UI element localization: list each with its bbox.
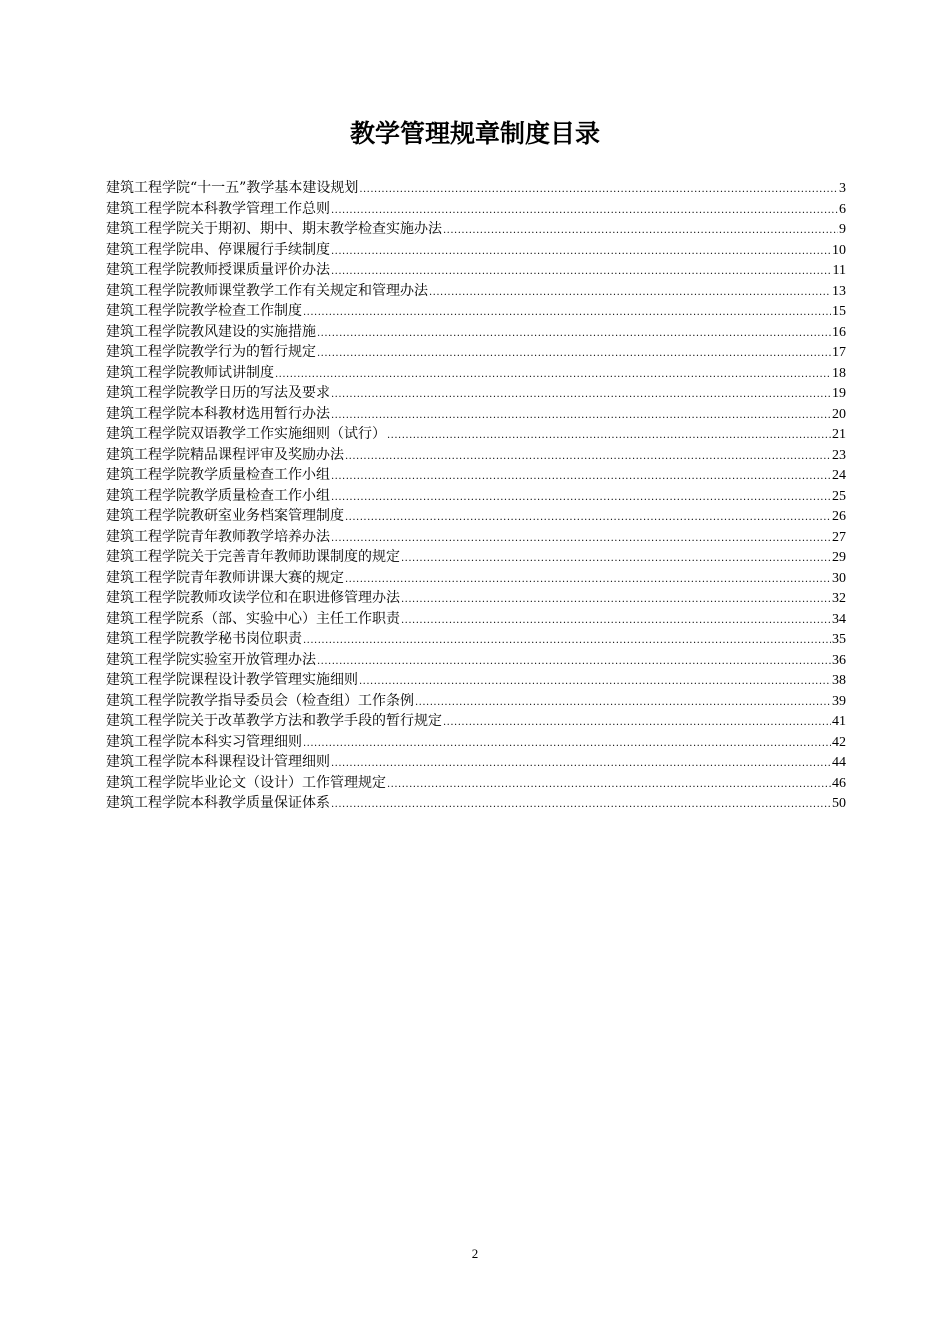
- toc-entry[interactable]: [106, 732, 846, 753]
- toc-entry[interactable]: [106, 629, 846, 650]
- toc-entry-title: 建筑工程学院双语教学工作实施细则（试行）: [106, 426, 386, 442]
- toc-entry[interactable]: [106, 240, 846, 261]
- toc-entry-title: 建筑工程学院本科课程设计管理细则: [106, 754, 330, 770]
- toc-entry-page: 27: [832, 529, 846, 545]
- toc-entry[interactable]: [106, 465, 846, 486]
- toc-entry[interactable]: [106, 281, 846, 302]
- toc-dot-leader: [345, 508, 831, 529]
- toc-entry[interactable]: [106, 588, 846, 609]
- toc-entry[interactable]: [106, 650, 846, 671]
- toc-dot-leader: [331, 754, 831, 775]
- toc-entry-title: 建筑工程学院教学秘书岗位职责: [106, 631, 302, 647]
- toc-entry[interactable]: [106, 363, 846, 384]
- toc-entry-title: 建筑工程学院实验室开放管理办法: [106, 651, 316, 668]
- toc-entry[interactable]: [106, 609, 846, 630]
- toc-entry-title: 建筑工程学院教学质量检查工作小组: [106, 487, 330, 504]
- toc-entry-page: 46: [832, 775, 846, 791]
- toc-entry-page: 35: [832, 632, 846, 647]
- toc-entry-page: 25: [832, 488, 846, 504]
- toc-entry-title: 建筑工程学院教师课堂教学工作有关规定和管理办法: [106, 282, 428, 299]
- toc-dot-leader: [331, 201, 838, 222]
- toc-dot-leader: [429, 283, 831, 304]
- toc-entry[interactable]: [106, 424, 846, 445]
- toc-entry-page: 50: [832, 796, 846, 811]
- toc-entry[interactable]: [106, 691, 846, 712]
- toc-entry[interactable]: [106, 342, 846, 363]
- toc-entry-title: 建筑工程学院教学指导委员会（检查组）工作条例: [106, 692, 414, 709]
- toc-entry-page: 21: [832, 427, 846, 442]
- toc-entry-page: 30: [832, 570, 846, 586]
- toc-entry[interactable]: [106, 178, 846, 199]
- toc-dot-leader: [443, 713, 831, 734]
- toc-entry-page: 36: [832, 652, 846, 668]
- toc-entry[interactable]: [106, 383, 846, 404]
- toc-entry-title: 建筑工程学院教学行为的暂行规定: [106, 344, 316, 360]
- toc-entry-page: 18: [832, 365, 846, 381]
- toc-entry-page: 17: [832, 345, 846, 360]
- toc-entry-title: 建筑工程学院青年教师教学培养办法: [106, 528, 330, 545]
- toc-entry-title: 建筑工程学院教师试讲制度: [106, 364, 274, 381]
- page-title: 教学管理规章制度目录: [349, 119, 600, 148]
- toc-dot-leader: [303, 734, 831, 755]
- toc-entry-title: 建筑工程学院教师授课质量评价办法: [106, 262, 330, 278]
- toc-entry-page: 38: [832, 673, 846, 688]
- toc-dot-leader: [275, 365, 831, 386]
- toc-dot-leader: [387, 775, 831, 796]
- toc-entry-page: 32: [832, 591, 846, 606]
- toc-entry-page: 9: [839, 222, 846, 237]
- toc-entry-title: 建筑工程学院教学日历的写法及要求: [106, 385, 330, 401]
- toc-entry[interactable]: [106, 773, 846, 794]
- toc-dot-leader: [331, 406, 831, 427]
- page-number: 2: [471, 1246, 479, 1261]
- toc-entry-title: 建筑工程学院本科教材选用暂行办法: [106, 405, 330, 422]
- toc-entry-page: 44: [832, 755, 846, 770]
- toc-dot-leader: [331, 242, 831, 263]
- toc-dot-leader: [345, 447, 831, 468]
- toc-entry-title: 建筑工程学院精品课程评审及奖励办法: [106, 446, 344, 463]
- toc-entry-title: 建筑工程学院关于期初、期中、期末教学检查实施办法: [106, 221, 442, 237]
- toc-entry[interactable]: [106, 301, 846, 322]
- toc-entry-title: 建筑工程学院关于完善青年教师助课制度的规定: [106, 549, 400, 565]
- toc-entry-page: 41: [832, 714, 846, 729]
- toc-dot-leader: [331, 488, 831, 509]
- toc-entry-title: 建筑工程学院教学检查工作制度: [106, 303, 302, 319]
- toc-dot-leader: [331, 262, 832, 283]
- toc-entry-page: 13: [832, 283, 846, 299]
- toc-entry[interactable]: [106, 506, 846, 527]
- toc-entry[interactable]: [106, 670, 846, 691]
- toc-entry-title: 建筑工程学院本科实习管理细则: [106, 733, 302, 750]
- toc-entry-page: 11: [832, 263, 846, 278]
- toc-entry-page: 10: [832, 242, 846, 258]
- toc-entry-title: 建筑工程学院教学质量检查工作小组: [106, 467, 330, 483]
- toc-entry-page: 15: [832, 304, 846, 319]
- toc-entry-page: 3: [839, 181, 846, 196]
- toc-dot-leader: [415, 693, 831, 714]
- toc-entry[interactable]: [106, 219, 846, 240]
- toc-entry-title: 建筑工程学院关于改革教学方法和教学手段的暂行规定: [106, 713, 442, 729]
- toc-dot-leader: [331, 795, 831, 816]
- toc-dot-leader: [331, 529, 831, 550]
- toc-entry[interactable]: [106, 322, 846, 343]
- toc-dot-leader: [317, 652, 831, 673]
- toc-entry-title: 建筑工程学院教风建设的实施措施: [106, 323, 316, 340]
- toc-entry[interactable]: [106, 793, 846, 814]
- toc-dot-leader: [359, 180, 838, 201]
- toc-entry-page: 16: [832, 324, 846, 340]
- toc-entry-page: 29: [832, 550, 846, 565]
- toc-entry-title: 建筑工程学院教师攻读学位和在职进修管理办法: [106, 590, 400, 606]
- toc-entry[interactable]: [106, 404, 846, 425]
- toc-entry-page: 24: [832, 468, 846, 483]
- toc-dot-leader: [317, 344, 831, 365]
- toc-dot-leader: [359, 672, 831, 693]
- toc-dot-leader: [345, 570, 831, 591]
- toc-dot-leader: [387, 426, 831, 447]
- toc-entry[interactable]: [106, 568, 846, 589]
- toc-entry-title: 建筑工程学院本科教学管理工作总则: [106, 200, 330, 217]
- toc-entry-title: 建筑工程学院教研室业务档案管理制度: [106, 508, 344, 524]
- toc-entry[interactable]: [106, 199, 846, 220]
- toc-dot-leader: [401, 549, 831, 570]
- toc-dot-leader: [401, 611, 831, 632]
- toc-entry[interactable]: [106, 527, 846, 548]
- toc-entry-page: 6: [839, 201, 846, 217]
- toc-entry-page: 34: [832, 611, 846, 627]
- toc-entry-title: 建筑工程学院系（部、实验中心）主任工作职责: [106, 610, 400, 627]
- toc-dot-leader: [401, 590, 831, 611]
- toc-entry-page: 23: [832, 447, 846, 463]
- toc-entry-page: 20: [832, 406, 846, 422]
- toc-entry-page: 42: [832, 734, 846, 750]
- toc-dot-leader: [331, 385, 831, 406]
- toc-entry-title: 建筑工程学院“十一五”教学基本建设规划: [106, 180, 359, 196]
- toc-entry[interactable]: [106, 486, 846, 507]
- toc-dot-leader: [331, 467, 831, 488]
- toc-entry[interactable]: [106, 445, 846, 466]
- toc-dot-leader: [303, 631, 831, 652]
- toc-entry-title: 建筑工程学院本科教学质量保证体系: [106, 795, 330, 811]
- toc-entry-title: 建筑工程学院课程设计教学管理实施细则: [106, 672, 358, 688]
- toc-entry-page: 26: [832, 509, 846, 524]
- toc-entry-title: 建筑工程学院青年教师讲课大赛的规定: [106, 569, 344, 586]
- toc-entry-page: 19: [832, 386, 846, 401]
- toc-entry[interactable]: [106, 711, 846, 732]
- toc-entry[interactable]: [106, 260, 846, 281]
- toc-entry[interactable]: [106, 752, 846, 773]
- toc-dot-leader: [317, 324, 831, 345]
- toc-dot-leader: [303, 303, 831, 324]
- toc-entry-title: 建筑工程学院串、停课履行手续制度: [106, 241, 330, 258]
- table-of-contents: [106, 178, 846, 814]
- toc-dot-leader: [443, 221, 838, 242]
- toc-entry[interactable]: [106, 547, 846, 568]
- toc-entry-title: 建筑工程学院毕业论文（设计）工作管理规定: [106, 774, 386, 791]
- toc-entry-page: 39: [832, 693, 846, 709]
